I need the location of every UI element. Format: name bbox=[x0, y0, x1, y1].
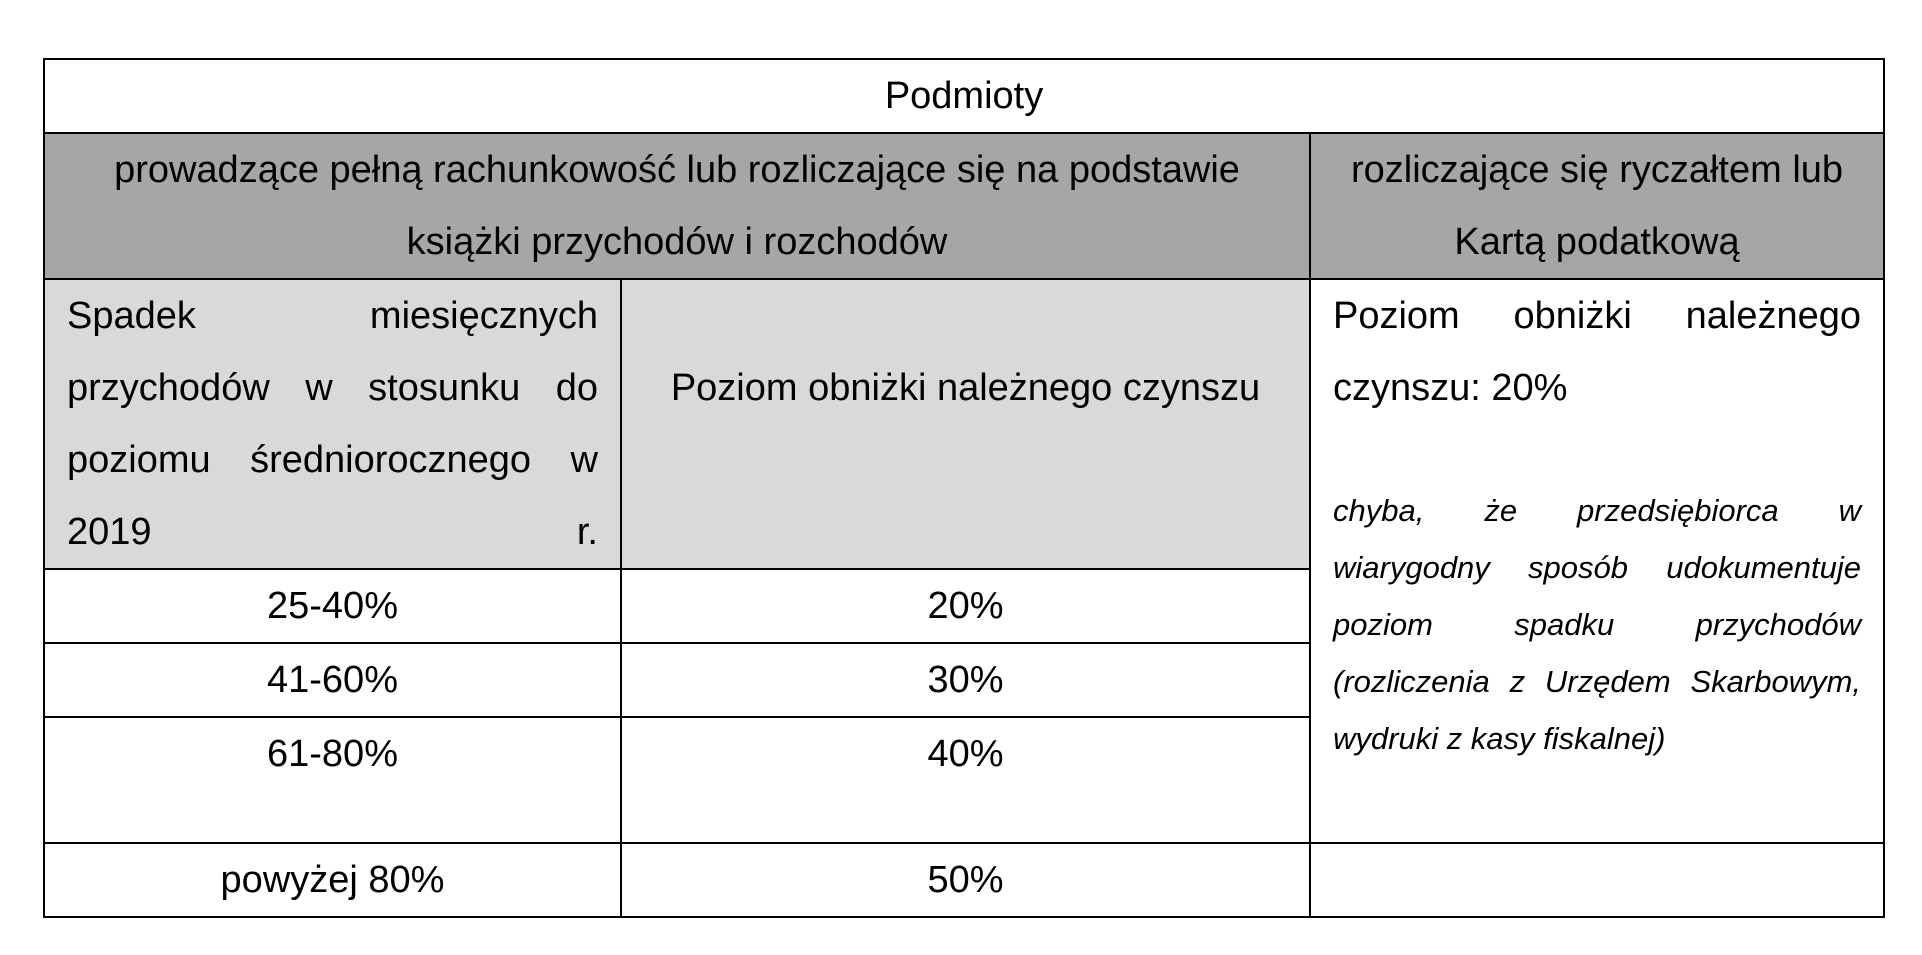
group-full-accounting-header: prowadzące pełną rachunkowość lub rozliczające się na podstawie książki przychodów i rozchodów bbox=[44, 133, 1310, 279]
rent-reduction-header bbox=[621, 279, 1310, 569]
rent-reduction-cell: 20% bbox=[621, 569, 1310, 643]
revenue-drop-header: Spadek miesięcznych przychodów w stosunku do poziomu średniorocznego w 2019 r. bbox=[44, 279, 621, 569]
revenue-drop-cell: powyżej 80% bbox=[44, 843, 621, 917]
rent-reduction-cell: 30% bbox=[621, 643, 1310, 717]
rent-reduction-header-text: Poziom obniżki należnego czynszu bbox=[670, 367, 1261, 409]
revenue-drop-cell: 25-40% bbox=[44, 569, 621, 643]
title-row bbox=[44, 59, 1884, 133]
table-row bbox=[44, 843, 1884, 917]
group-row bbox=[44, 133, 1884, 279]
rent-reduction-cell: 50% bbox=[621, 843, 1310, 917]
rent-reduction-table bbox=[43, 58, 1885, 918]
column-header-row bbox=[44, 279, 1884, 569]
lump-sum-cell bbox=[1310, 279, 1884, 843]
group-lump-sum-header: rozliczające się ryczałtem lub Kartą podatkową bbox=[1310, 133, 1884, 279]
revenue-drop-cell: 61-80% bbox=[44, 717, 621, 843]
rent-reduction-cell: 40% bbox=[621, 717, 1310, 843]
table-title: Podmioty bbox=[44, 59, 1884, 133]
empty-cell bbox=[1310, 843, 1884, 917]
lump-sum-reduction: Poziom obniżki należnego czynszu: 20% bbox=[1333, 295, 1862, 409]
revenue-drop-cell: 41-60% bbox=[44, 643, 621, 717]
lump-sum-note: chyba, że przedsiębiorca w wiarygodny sposób udokumentuje poziom spadku przychodów (rozliczenia z Urzędem Skarbowym, wydruki z kasy fiskalnej) bbox=[1333, 493, 1862, 756]
